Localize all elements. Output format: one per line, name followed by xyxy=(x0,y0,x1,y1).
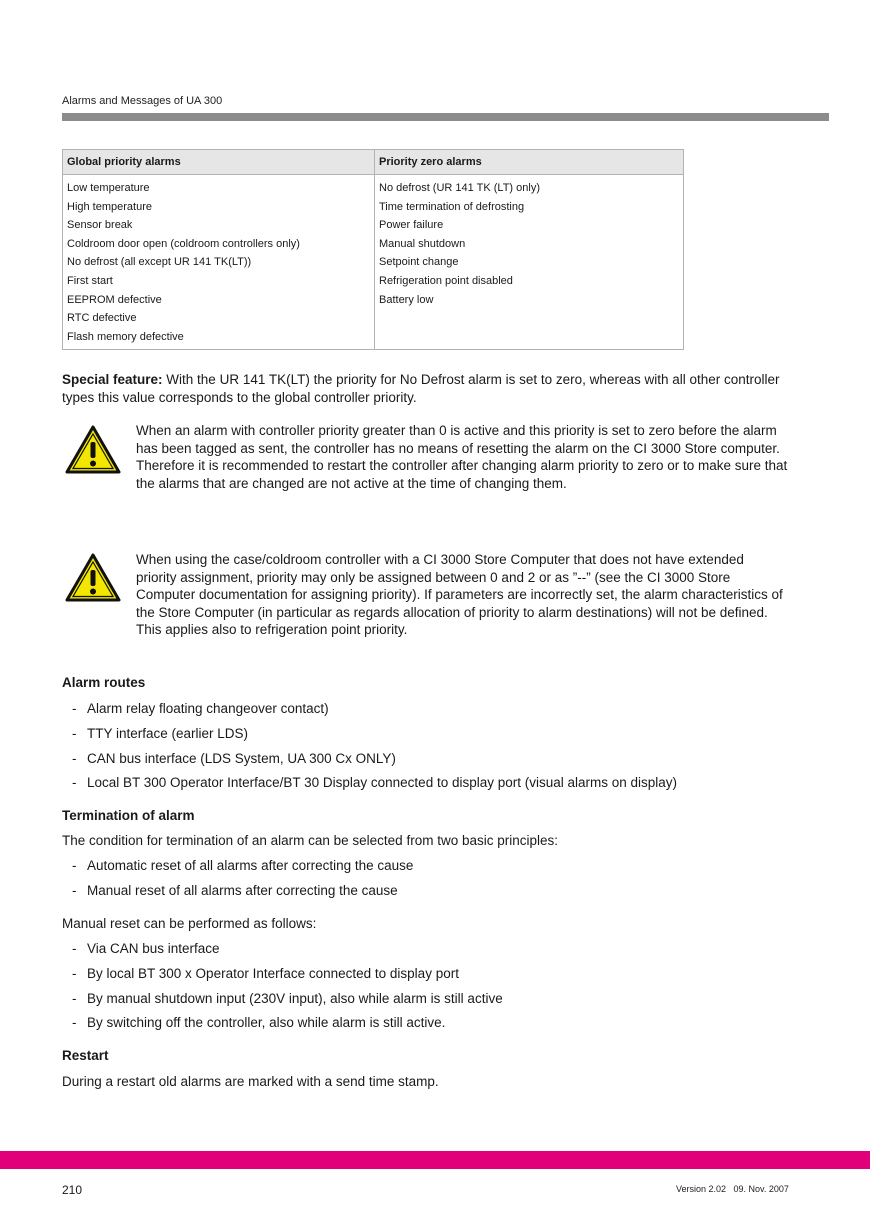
warning-icon xyxy=(65,553,121,608)
list-item: Power failure xyxy=(379,219,444,232)
list-item: - Automatic reset of all alarms after correcting the cause xyxy=(72,858,414,873)
termination-heading: Termination of alarm xyxy=(62,808,195,823)
restart-heading: Restart xyxy=(62,1048,109,1063)
list-item: - Alarm relay floating changeover contact) xyxy=(72,701,329,716)
table-header-global: Global priority alarms xyxy=(63,150,375,175)
list-item: - Manual reset of all alarms after correcting the cause xyxy=(72,882,398,898)
special-feature-paragraph xyxy=(62,371,797,406)
list-item: Flash memory defective xyxy=(67,330,184,343)
page-number: 210 xyxy=(62,1183,83,1197)
list-item: No defrost (UR 141 TK (LT) only) xyxy=(379,182,540,194)
footer-accent-bar xyxy=(0,1151,870,1169)
termination-intro: The condition for termination of an alarm can be selected from two basic principles: xyxy=(62,833,558,848)
header-divider xyxy=(62,113,829,121)
alarm-routes-heading: Alarm routes xyxy=(62,675,146,690)
list-item: - By switching off the controller, also while alarm is still active. xyxy=(72,1015,446,1031)
list-item: Time termination of defrosting xyxy=(379,200,525,213)
list-item: EEPROM defective xyxy=(67,293,162,306)
alarm-routes-list xyxy=(72,700,677,799)
manual-reset-list xyxy=(72,940,503,1039)
priority-alarms-table xyxy=(62,149,684,350)
restart-text: During a restart old alarms are marked with a send time stamp. xyxy=(62,1074,439,1089)
global-priority-list xyxy=(63,175,375,350)
list-item: Setpoint change xyxy=(379,256,459,269)
list-item: Manual shutdown xyxy=(379,237,466,250)
manual-reset-intro: Manual reset can be performed as follows: xyxy=(62,916,317,931)
special-feature-text: With the UR 141 TK(LT) the priority for No Defrost alarm is set to zero, whereas with all other controller types this value corresponds to the global controller priority. xyxy=(62,372,780,405)
list-item: - Via CAN bus interface xyxy=(72,941,220,956)
list-item: - Local BT 300 Operator Interface/BT 30 Display connected to display port (visual alarms on display) xyxy=(72,775,678,791)
warning-text-priority-assignment: When using the case/coldroom controller with a CI 3000 Store Computer that does not have extended priority assignment, priority may only be assigned between 0 and 2 or as ”--” (see the CI 3000 Store Computer documentation for assigning priority). If parameters are incorrectly set, the alarm characteristics of the Store Computer (in particular as regards allocation of priority to alarm destinations) will not be defined. This applies also to refrigeration point priority. xyxy=(136,552,783,637)
list-item: - By manual shutdown input (230V input), also while alarm is still active xyxy=(72,990,503,1006)
list-item: - TTY interface (earlier LDS) xyxy=(72,725,249,741)
list-item: Refrigeration point disabled xyxy=(379,274,513,287)
list-item: Sensor break xyxy=(67,219,133,232)
list-item: Low temperature xyxy=(67,182,150,194)
table-header-zero: Priority zero alarms xyxy=(375,150,684,175)
warning-text-priority-reset: When an alarm with controller priority greater than 0 is active and this priority is set to zero before the alarm has been tagged as sent, the controller has no means of resetting the alarm on the CI 3000 Store computer. Therefore it is recommended to restart the controller after changing alarm priority to zero or to make sure that the alarms that are changed are not active at the time of changing them. xyxy=(136,423,788,491)
version-info: Version 2.02 09. Nov. 2007 xyxy=(676,1184,789,1194)
list-item: - CAN bus interface (LDS System, UA 300 Cx ONLY) xyxy=(72,750,396,766)
zero-priority-list xyxy=(375,175,684,350)
list-item: - By local BT 300 x Operator Interface connected to display port xyxy=(72,965,459,981)
warning-icon xyxy=(65,425,121,480)
list-item: Coldroom door open (coldroom controllers only) xyxy=(67,237,300,250)
termination-list xyxy=(72,857,413,907)
special-feature-label: Special feature: xyxy=(62,372,163,387)
list-item: No defrost (all except UR 141 TK(LT)) xyxy=(67,256,252,269)
list-item: Battery low xyxy=(379,293,434,306)
running-header: Alarms and Messages of UA 300 xyxy=(62,95,223,107)
list-item: High temperature xyxy=(67,200,152,213)
list-item: RTC defective xyxy=(67,312,137,325)
list-item: First start xyxy=(67,274,113,287)
